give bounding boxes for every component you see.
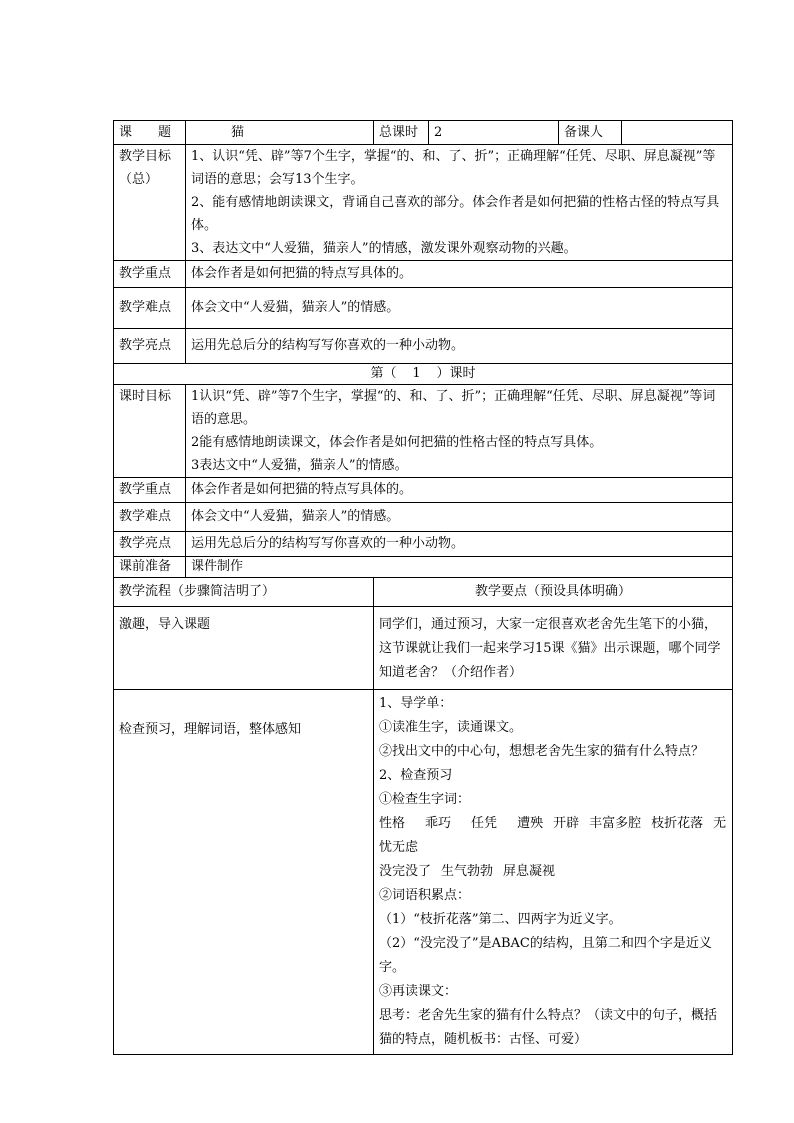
overall-highlight-row xyxy=(114,329,733,364)
flow-points-header: 教学要点（预设具体明确） xyxy=(374,578,733,607)
detail-line: 1、导学单： xyxy=(379,696,453,711)
overall-goal-item: 1、认识“凭、辟”等7个生字，掌握“的、和、了、折”；正确理解“任凭、尽职、屏息凝视”等词语的意思；会写13个生字。 xyxy=(191,149,716,187)
detail-line: ①检查生字词： xyxy=(379,792,471,807)
lesson-difficulty-label: 教学难点 xyxy=(114,503,186,532)
lesson-title-row xyxy=(114,364,733,385)
vocab-word: 没完没了 xyxy=(379,864,432,879)
topic-label: 课 题 xyxy=(114,121,186,145)
vocab-line xyxy=(379,860,727,884)
lesson-prep-value: 课件制作 xyxy=(186,557,733,578)
lesson-highlight-value: 运用先总后分的结构写写你喜欢的一种小动物。 xyxy=(186,532,733,557)
overall-focus-value: 体会作者是如何把猫的特点写具体的。 xyxy=(186,261,733,288)
detail-line: （1）“枝折花落”第二、四两字为近义字。 xyxy=(379,912,622,927)
overall-highlight-label: 教学亮点 xyxy=(114,329,186,364)
lesson-highlight-label: 教学亮点 xyxy=(114,532,186,557)
detail-line: （2）“没完没了”是ABAC的结构，且第二和四个字是近义字。 xyxy=(379,936,712,975)
flow-step-text: 同学们，通过预习，大家一定很喜欢老舍先生笔下的小猫，这节课就让我们一起来学习15课《猫》出示课题，哪个同学知道老舍？（介绍作者） xyxy=(374,607,733,690)
overall-difficulty-label: 教学难点 xyxy=(114,288,186,329)
overall-goals-label: 教学目标（总） xyxy=(114,145,186,261)
overall-focus-label: 教学重点 xyxy=(114,261,186,288)
lesson-focus-value: 体会作者是如何把猫的特点写具体的。 xyxy=(186,478,733,503)
flow-step-title: 检查预习，理解词语，整体感知 xyxy=(114,690,374,1055)
flow-step-row xyxy=(114,607,733,690)
vocab-word: 屏息凝视 xyxy=(503,864,556,879)
flow-step-details xyxy=(374,690,733,1055)
lesson-highlight-row xyxy=(114,532,733,557)
lesson-goals-cell xyxy=(186,385,733,478)
lesson-goals-label: 课时目标 xyxy=(114,385,186,478)
lesson-goals-row xyxy=(114,385,733,478)
overall-goals-row xyxy=(114,145,733,261)
lesson-title xyxy=(114,364,733,385)
lesson-plan-table xyxy=(113,120,733,1055)
lesson-focus-label: 教学重点 xyxy=(114,478,186,503)
lesson-title-prefix: 第（ xyxy=(370,366,397,381)
detail-line: ②找出文中的中心句，想想老舍先生家的猫有什么特点？ xyxy=(379,744,705,759)
flow-header-row xyxy=(114,578,733,607)
detail-line: ②词语积累点： xyxy=(379,888,471,903)
vocab-line xyxy=(379,812,727,860)
lesson-goal-item: 3表达文中“人爱猫，猫亲人”的情感。 xyxy=(191,458,408,473)
total-lessons-value: 2 xyxy=(429,121,559,145)
overall-highlight-value: 运用先总后分的结构写写你喜欢的一种小动物。 xyxy=(186,329,733,364)
overall-goal-item: 2、能有感情地朗读课文，背诵自己喜欢的部分。体会作者是如何把猫的性格古怪的特点写具体。 xyxy=(191,195,720,233)
vocab-word: 开辟 xyxy=(553,816,580,831)
lesson-goal-item: 1认识“凭、辟”等7个生字，掌握“的、和、了、折”；正确理解“任凭、尽职、屏息凝视”等词语的意思。 xyxy=(191,389,716,427)
vocab-word: 生气勃勃 xyxy=(441,864,494,879)
topic-value: 猫 xyxy=(186,121,374,145)
detail-line: 2、检查预习 xyxy=(379,768,453,783)
lesson-number: 1 xyxy=(412,366,421,381)
header-row xyxy=(114,121,733,145)
vocab-word: 任凭 xyxy=(471,816,498,831)
lesson-prep-label: 课前准备 xyxy=(114,557,186,578)
total-lessons-label: 总课时 xyxy=(374,121,429,145)
vocab-word: 乖巧 xyxy=(425,816,452,831)
vocab-word: 丰富多腔 xyxy=(589,816,642,831)
flow-steps-header: 教学流程（步骤简洁明了） xyxy=(114,578,374,607)
overall-goal-item: 3、表达文中“人爱猫，猫亲人”的情感，激发课外观察动物的兴趣。 xyxy=(191,241,577,256)
overall-difficulty-value: 体会文中“人爱猫，猫亲人”的情感。 xyxy=(186,288,733,329)
vocab-word: 性格 xyxy=(379,816,406,831)
lesson-title-suffix: ）课时 xyxy=(436,366,476,381)
overall-difficulty-row xyxy=(114,288,733,329)
preparer-label: 备课人 xyxy=(559,121,622,145)
detail-line: ③再读课文： xyxy=(379,984,458,999)
overall-goals-cell xyxy=(186,145,733,261)
preparer-value xyxy=(622,121,733,145)
lesson-focus-row xyxy=(114,478,733,503)
lesson-goal-item: 2能有感情地朗读课文，体会作者是如何把猫的性格古怪的特点写具体。 xyxy=(191,435,603,450)
vocab-word: 遭殃 xyxy=(517,816,544,831)
flow-step-row xyxy=(114,690,733,1055)
vocab-word: 无忧无虑 xyxy=(379,816,727,855)
lesson-difficulty-row xyxy=(114,503,733,532)
overall-focus-row xyxy=(114,261,733,288)
vocab-word: 枝折花落 xyxy=(651,816,704,831)
lesson-difficulty-value: 体会文中“人爱猫，猫亲人”的情感。 xyxy=(186,503,733,532)
detail-line: 思考：老舍先生家的猫有什么特点？（读文中的句子，概括猫的特点，随机板书：古怪、可爱） xyxy=(379,1008,718,1047)
flow-step-title: 激趣，导入课题 xyxy=(114,607,374,690)
detail-line: ①读准生字，读通课文。 xyxy=(379,720,523,735)
lesson-prep-row xyxy=(114,557,733,578)
